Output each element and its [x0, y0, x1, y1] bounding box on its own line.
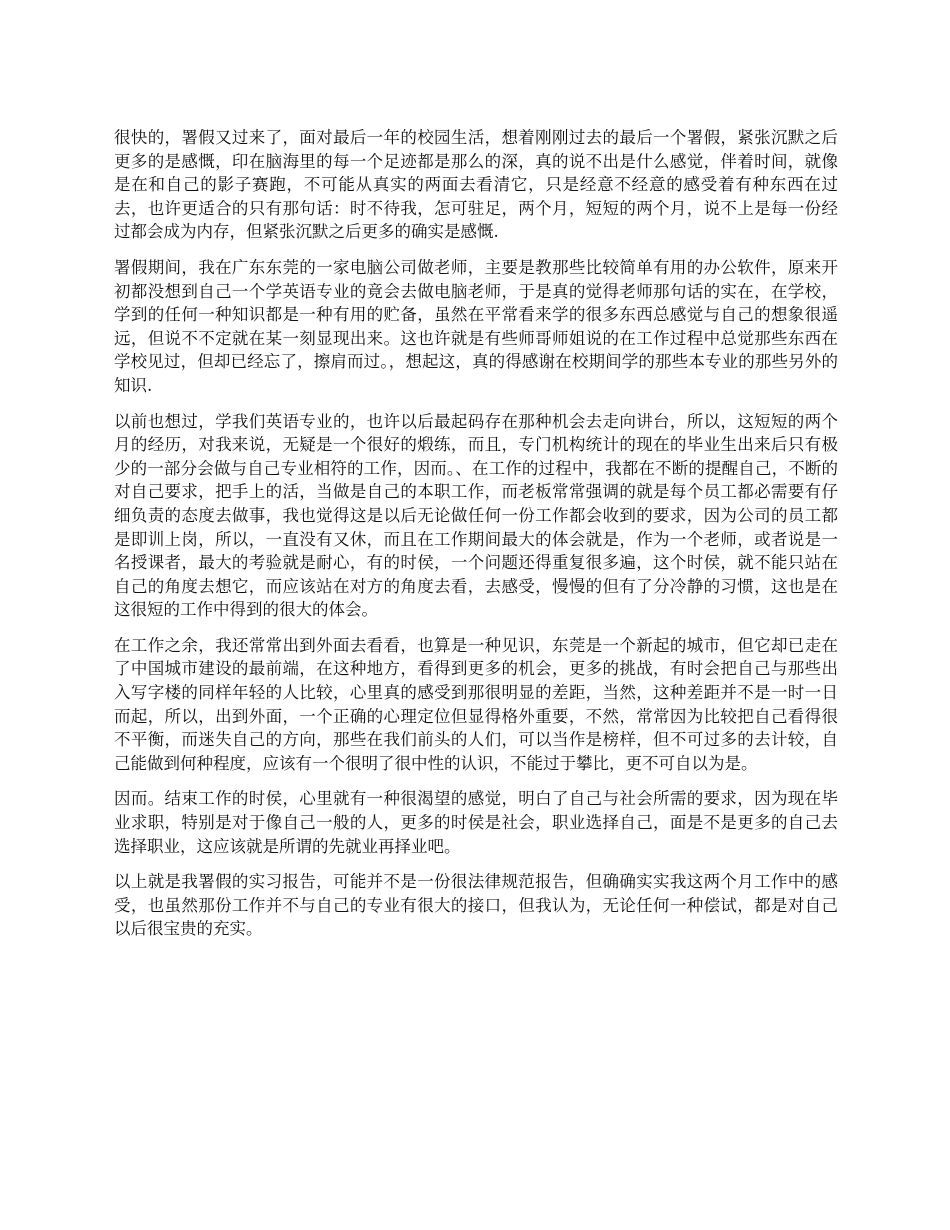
paragraph-4: 在工作之余，我还常常出到外面去看看，也算是一种见识，东莞是一个新起的城市，但它却已走在了中国城市建设的最前端，在这种地方，看得到更多的机会，更多的挑战，有时会把自己与那些出入写字楼的同样年轻的人比较，心里真的感受到那很明显的差距，当然，这种差距并不是一时一日而起，所以，出到外面，一个正确的心理定位但显得格外重要，不然，常常因为比较把自己看得很不平衡，而迷失自己的方向，那些在我们前头的人们，可以当作是榜样，但不可过多的去计较，自己能做到何种程度，应该有一个很明了很中性的认识，不能过于攀比，更不可自以为是。: [114, 635, 838, 773]
paragraph-3: 以前也想过，学我们英语专业的，也许以后最起码存在那种机会去走向讲台，所以，这短短的两个月的经历，对我来说，无疑是一个很好的煅练，而且，专门机构统计的现在的毕业生出来后只有极少的一部分会做与自己专业相符的工作，因而。、在工作的过程中，我都在不断的提醒自己，不断的对自己要求，把手上的活，当做是自己的本职工作，而老板常常强调的就是每个员工都必需要有仔细负责的态度去做事，我也觉得这是以后无论做任何一份工作都会收到的要求，因为公司的员工都是即训上岗，所以，一直没有又休，而且在工作期间最大的体会就是，作为一个老师，或者说是一名授课者，最大的考验就是耐心，有的时侯，一个问题还得重复很多遍，这个时侯，就不能只站在自己的角度去想它，而应该站在对方的角度去看，去感受，慢慢的但有了分冷静的习惯，这也是在这很短的工作中得到的很大的体会。: [114, 411, 838, 620]
paragraph-5: 因而。结束工作的时侯，心里就有一种很渴望的感觉，明白了自己与社会所需的要求，因为现在毕业求职，特别是对于像自己一般的人，更多的时侯是社会，职业选择自己，面是不是更多的自己去选择职业，这应该就是所谓的先就业再择业吧。: [114, 789, 838, 856]
paragraph-1: 很快的，署假又过来了，面对最后一年的校园生活，想着刚刚过去的最后一个署假，紧张沉默之后更多的是感慨，印在脑海里的每一个足迹都是那么的深，真的说不出是什么感觉，伴着时间，就像是在和自己的影子赛跑，不可能从真实的两面去看清它，只是经意不经意的感受着有种东西在过去，也许更适合的只有那句话：时不待我，怎可驻足，两个月，短短的两个月，说不上是每一份经过都会成为内存，但紧张沉默之后更多的确实是感慨.: [114, 128, 838, 242]
paragraph-6: 以上就是我署假的实习报告，可能并不是一份很法律规范报告，但确确实实我这两个月工作中的感受，也虽然那份工作并不与自己的专业有很大的接口，但我认为，无论任何一种偿试，都是对自己以后很宝贵的充实。: [114, 872, 838, 939]
document-body: [114, 126, 838, 953]
paragraph-2: 署假期间，我在广东东莞的一家电脑公司做老师，主要是教那些比较简单有用的办公软件，原来开初都没想到自己一个学英语专业的竟会去做电脑老师，于是真的觉得老师那句话的实在，在学校，学到的任何一种知识都是一种有用的贮备，虽然在平常看来学的很多东西总感觉与自己的想象很遥远，但说不不定就在某一刻显现出来。这也许就是有些师哥师姐说的在工作过程中总觉那些东西在学校见过，但却已经忘了，擦肩而过。，想起这，真的得感谢在校期间学的那些本专业的那些另外的知识.: [114, 257, 838, 395]
